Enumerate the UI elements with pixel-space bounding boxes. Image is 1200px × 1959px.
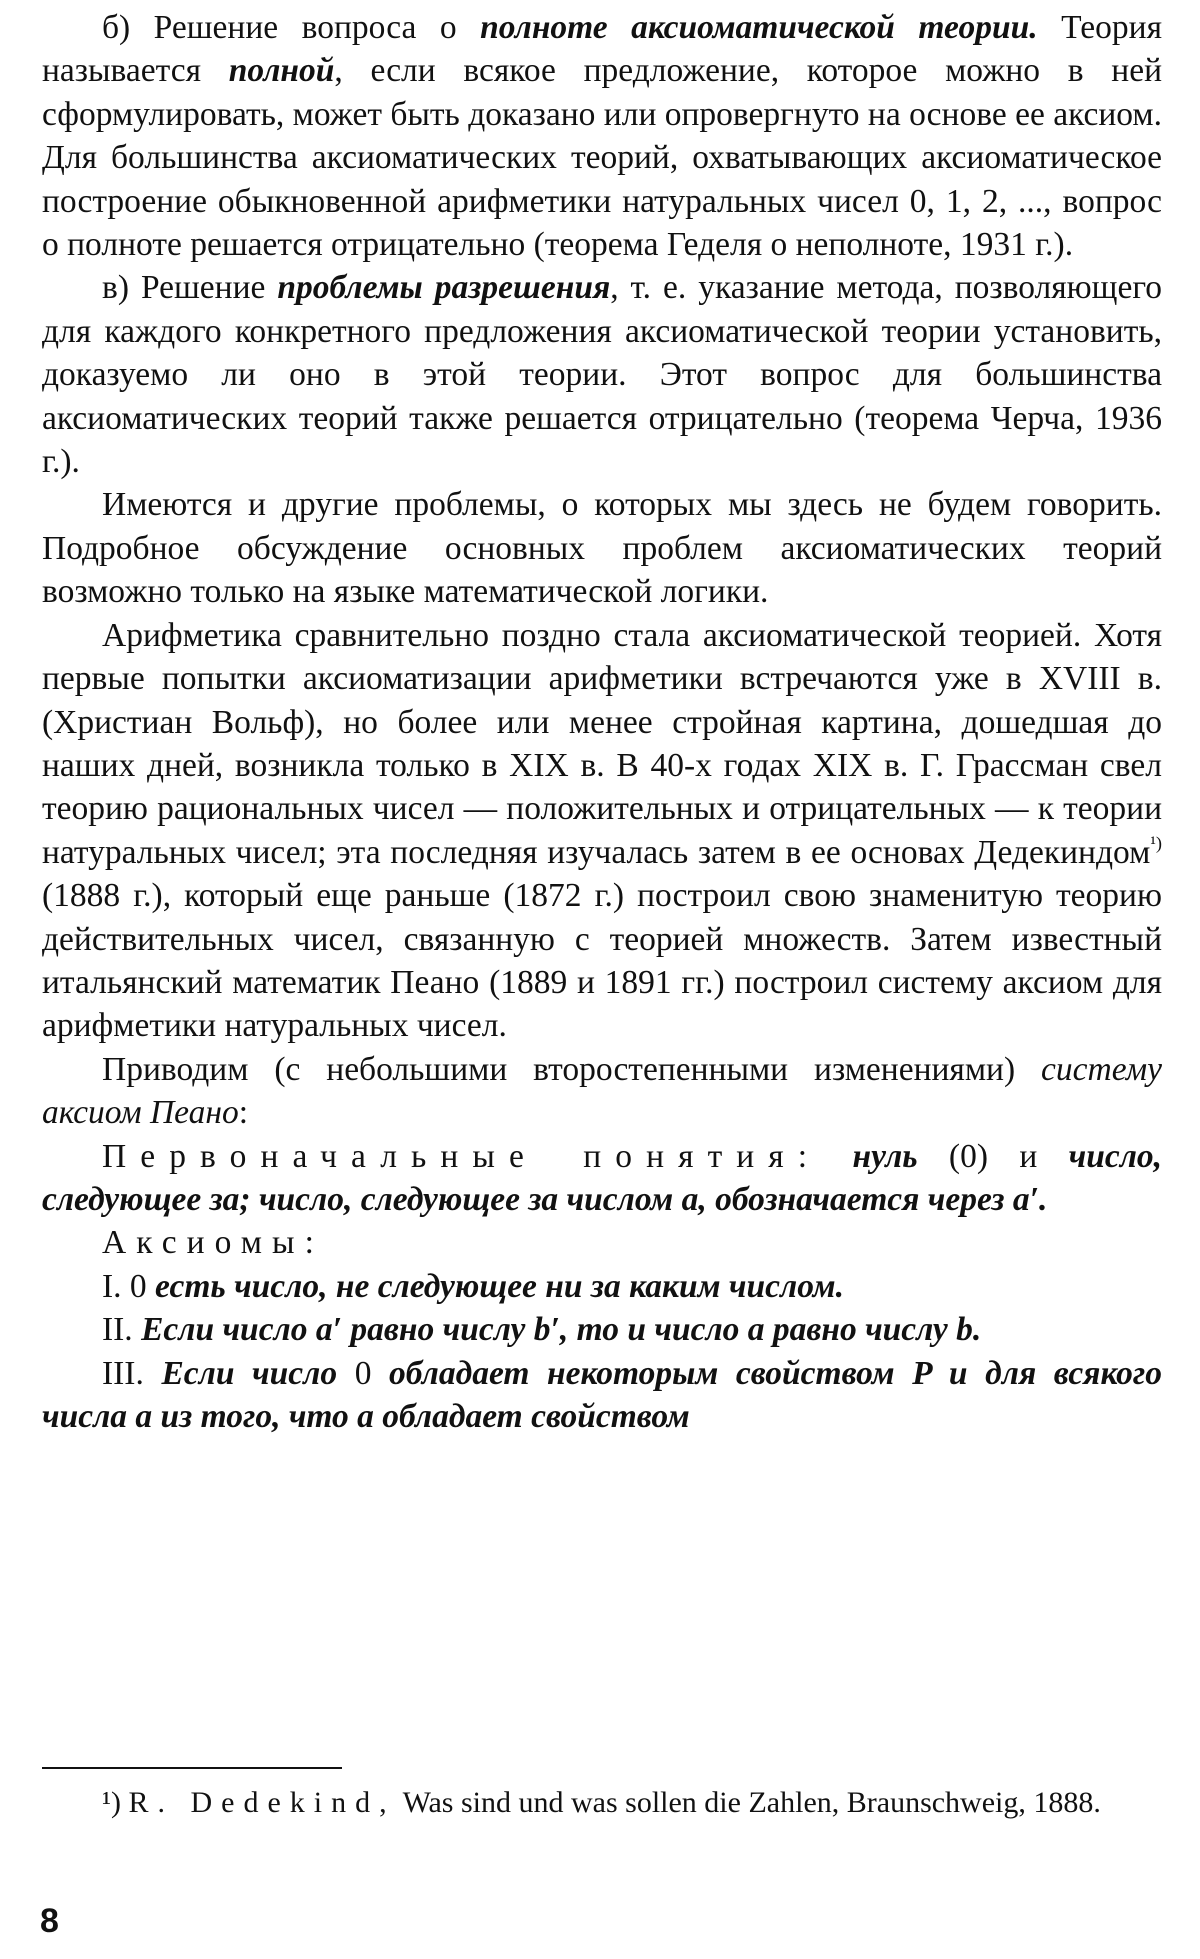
text-run: , т. е. указание метода, позволяющего для каждого конкретного предложения аксиоматической теории установить, доказуемо ли оно в этой теории. Этот вопрос для большинства аксиоматических теорий также решается отрицательно (теорема Черча, 1936 г.).: [42, 269, 1163, 481]
text-run: (0) и: [917, 1137, 1069, 1175]
text-run: Теория называется: [42, 9, 1162, 90]
emphasis-term: полноте аксиоматической теории.: [480, 9, 1038, 46]
text-run: б) Решение вопроса о: [102, 9, 481, 46]
text-run: :: [238, 1094, 249, 1132]
axiom-number: II.: [102, 1311, 142, 1349]
paragraph-other-problems: Имеются и другие проблемы, о которых мы здесь не будем говорить. Подробное обсуждение основных проблем аксиоматических теорий возможно только на языке математической логики.: [42, 486, 1162, 611]
page-number: 8: [40, 1902, 59, 1940]
axioms-heading: [42, 1221, 1162, 1264]
paragraph-arithmetic-history: [42, 614, 1162, 1048]
text-run: в) Решение: [102, 269, 278, 307]
emphasis-term: проблемы разрешения: [277, 269, 611, 307]
footnote: [42, 1784, 1162, 1822]
text-run: 0: [354, 1354, 372, 1392]
footnote-divider: [42, 1767, 342, 1769]
footnote-author: R. Dedekind,: [128, 1786, 396, 1819]
footnote-mark: ¹): [102, 1786, 121, 1819]
axiom-3: [42, 1352, 1162, 1439]
emphasis-term: число, следующее за; число, следующее за числом a, обозначается через a′.: [42, 1137, 1163, 1218]
emphasis-term: нуль: [852, 1137, 918, 1175]
footnote-reference[interactable]: ¹): [1150, 832, 1162, 853]
emphasis-term: полной: [228, 52, 335, 90]
emphasis-term: систему аксиом Пеано: [42, 1050, 1162, 1132]
axioms-heading-text: Аксиомы:: [102, 1224, 324, 1262]
axiom-text: обладает некоторым свойством P и для всякого числа a из того, что a обладает свойством: [42, 1354, 1163, 1435]
axiom-text: есть число, не следующее ни за каким числом.: [146, 1267, 845, 1305]
paragraph-peano-intro: [42, 1048, 1162, 1135]
axiom-text: Если число: [161, 1354, 355, 1392]
text-run: (1888 г.), который еще раньше (1872 г.) построил свою знаменитую теорию действительных чисел, связанную с теорией множеств. Затем известный итальянский математик Пеано (1889 и 1891 гг.) построил систему аксиом для арифметики натуральных чисел.: [42, 877, 1162, 1045]
paragraph-primitive-notions: [42, 1135, 1162, 1222]
text-run: 0: [129, 1267, 147, 1305]
paragraph-completeness: [42, 6, 1162, 266]
text-run: Арифметика сравнительно поздно стала аксиоматической теорией. Хотя первые попытки аксиоматизации арифметики встречаются уже в XVIII в. (Христиан Вольф), но более или менее стройная картина, дошедшая до наших дней, возникла только в XIX в. В 40-х годах XIX в. Г. Грассман свел теорию рациональных чисел — положительных и отрицательных — к теории натуральных чисел; эта последняя изучалась затем в ее основах Дедекиндом: [42, 616, 1162, 871]
spaced-heading: Первоначальные понятия:: [102, 1137, 822, 1175]
text-run: Приводим (с небольшими второстепенными изменениями): [102, 1050, 1042, 1088]
axiom-number: III.: [102, 1354, 162, 1392]
axiom-number: I.: [102, 1267, 130, 1305]
footnote-text: Was sind und was sollen die Zahlen, Braunschweig, 1888.: [395, 1786, 1101, 1819]
page-body: [42, 6, 1162, 1438]
text-run: [821, 1138, 852, 1175]
axiom-text: Если число a′ равно числу b′, то и число a равно числу b.: [141, 1311, 982, 1349]
paragraph-decision-problem: [42, 266, 1162, 483]
axiom-2: [42, 1308, 1162, 1351]
axiom-1: [42, 1265, 1162, 1308]
text-run: , если всякое предложение, которое можно в ней сформулировать, может быть доказано или опровергнуто на основе ее аксиом. Для большинства аксиоматических теорий, охватывающих аксиоматическое построение обыкновенной арифметики натуральных чисел 0, 1, 2, ..., вопрос о полноте решается отрицательно (теорема Геделя о неполноте, 1931 г.).: [42, 52, 1162, 264]
